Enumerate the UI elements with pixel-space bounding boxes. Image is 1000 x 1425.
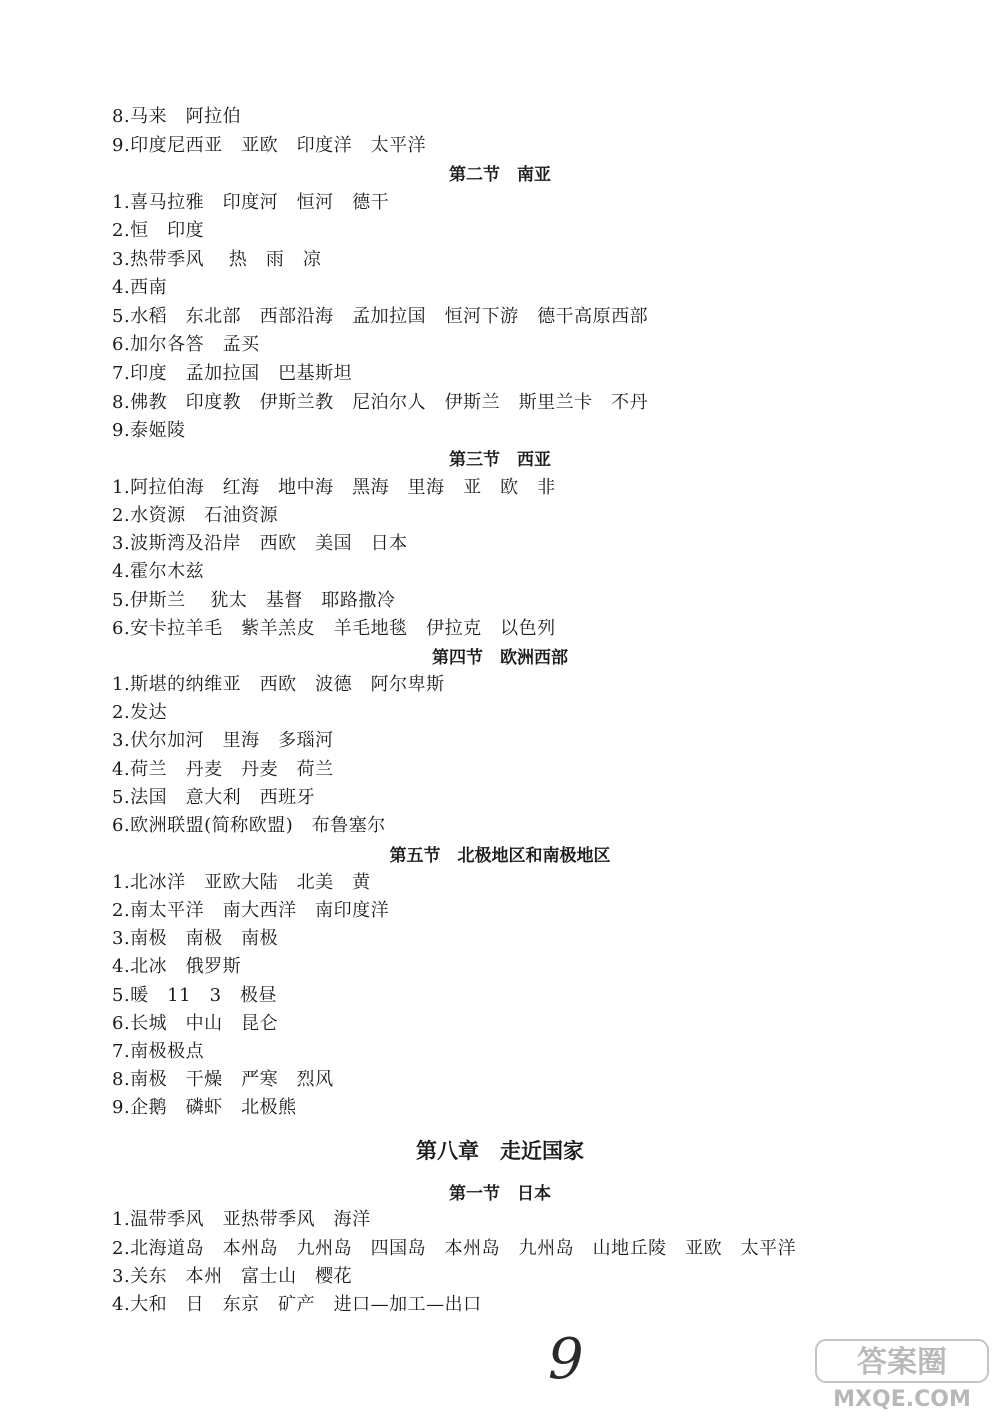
answer-line-8: 8.马来 阿拉伯 — [112, 106, 242, 127]
answer-line-9: 9.泰姬陵 — [112, 420, 186, 441]
section-heading-south-asia: 第二节 南亚 — [449, 165, 551, 185]
answer-line-3: 3.热带季风 热 雨 凉 — [112, 249, 322, 270]
answer-line-6: 6.长城 中山 昆仑 — [112, 1013, 279, 1034]
watermark-top-text: 答案圈 — [857, 1345, 947, 1380]
answer-line-9: 9.企鹅 磷虾 北极熊 — [112, 1097, 297, 1118]
answer-line-4: 4.西南 — [112, 277, 168, 298]
watermark-frame — [816, 1340, 988, 1382]
answer-line-5: 5.水稻 东北部 西部沿海 孟加拉国 恒河下游 德干高原西部 — [112, 306, 649, 327]
answer-line-1: 1.喜马拉雅 印度河 恒河 德干 — [112, 192, 390, 213]
answer-line-2: 2.发达 — [112, 702, 168, 723]
answer-line-4: 4.霍尔木兹 — [112, 561, 205, 582]
answer-line-6: 6.安卡拉羊毛 紫羊羔皮 羊毛地毯 伊拉克 以色列 — [112, 618, 556, 639]
answer-line-7: 7.南极极点 — [112, 1041, 205, 1062]
answer-line-7: 7.印度 孟加拉国 巴基斯坦 — [112, 363, 353, 384]
answer-line-1: 1.阿拉伯海 红海 地中海 黑海 里海 亚 欧 非 — [112, 477, 556, 498]
section-heading-japan: 第一节 日本 — [449, 1184, 551, 1204]
answer-line-4: 4.大和 日 东京 矿产 进口—加工—出口 — [112, 1294, 482, 1315]
answer-line-3: 3.伏尔加河 里海 多瑙河 — [112, 730, 334, 751]
answer-line-1: 1.斯堪的纳维亚 西欧 波德 阿尔卑斯 — [112, 674, 445, 695]
page-number: 9 — [548, 1327, 584, 1392]
answer-line-3: 3.关东 本州 富士山 樱花 — [112, 1266, 353, 1287]
answer-line-8: 8.佛教 印度教 伊斯兰教 尼泊尔人 伊斯兰 斯里兰卡 不丹 — [112, 392, 649, 413]
answer-line-2: 2.恒 印度 — [112, 220, 205, 241]
answer-line-4: 4.北冰 俄罗斯 — [112, 956, 242, 977]
answer-line-5: 5.伊斯兰 犹太 基督 耶路撒冷 — [112, 590, 396, 611]
answer-line-6: 6.加尔各答 孟买 — [112, 334, 260, 355]
answer-line-2: 2.水资源 石油资源 — [112, 505, 279, 526]
answer-line-5: 5.暖 11 3 极昼 — [112, 985, 278, 1006]
section-heading-west-asia: 第三节 西亚 — [449, 450, 551, 470]
section-heading-polar-regions: 第五节 北极地区和南极地区 — [389, 846, 611, 866]
answer-line-1: 1.北冰洋 亚欧大陆 北美 黄 — [112, 872, 371, 893]
answer-line-3: 3.波斯湾及沿岸 西欧 美国 日本 — [112, 533, 408, 554]
answer-line-1: 1.温带季风 亚热带季风 海洋 — [112, 1209, 371, 1230]
answer-line-5: 5.法国 意大利 西班牙 — [112, 787, 316, 808]
chapter-heading: 第八章 走近国家 — [416, 1138, 584, 1163]
answer-line-8: 8.南极 干燥 严寒 烈风 — [112, 1069, 334, 1090]
watermark-logo — [812, 1336, 992, 1414]
answer-line-6: 6.欧洲联盟(简称欧盟) 布鲁塞尔 — [112, 815, 386, 836]
answer-line-2: 2.南太平洋 南大西洋 南印度洋 — [112, 900, 390, 921]
answer-line-9: 9.印度尼西亚 亚欧 印度洋 太平洋 — [112, 135, 427, 156]
answer-line-4: 4.荷兰 丹麦 丹麦 荷兰 — [112, 759, 334, 780]
answer-line-2: 2.北海道岛 本州岛 九州岛 四国岛 本州岛 九州岛 山地丘陵 亚欧 太平洋 — [112, 1238, 797, 1259]
answer-line-3: 3.南极 南极 南极 — [112, 928, 279, 949]
section-heading-western-europe: 第四节 欧洲西部 — [432, 648, 568, 668]
watermark-bottom-text: MXQE.COM — [833, 1387, 971, 1412]
